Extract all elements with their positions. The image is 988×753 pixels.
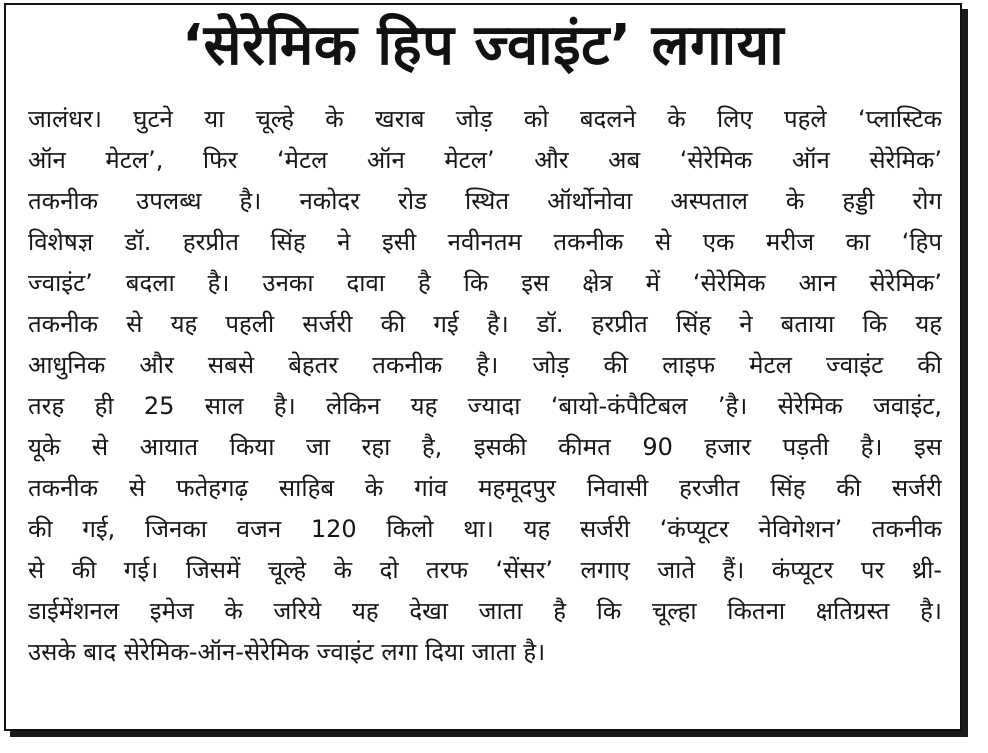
body-line: ऑन मेटल’, फिर ‘मेटल ऑन मेटल’ और अब ‘सेरेमिक ऑन सेरेमिक’	[28, 146, 942, 174]
newspaper-clipping	[4, 3, 962, 731]
body-line: यूके से आयात किया जा रहा है, इसकी कीमत 90 हजार पड़ती है। इस	[28, 433, 942, 461]
body-line: ज्वाइंट’ बदला है। उनका दावा है कि इस क्षेत्र में ‘सेरेमिक आन सेरेमिक’	[28, 269, 942, 297]
body-line: की गई, जिनका वजन 120 किलो था। यह सर्जरी ‘कंप्यूटर नेविगेशन’ तकनीक	[28, 515, 942, 543]
body-line: उसके बाद सेरेमिक-ऑन-सेरेमिक ज्वाइंट लगा दिया जाता है।	[28, 638, 546, 666]
body-line: विशेषज्ञ डॉ. हरप्रीत सिंह ने इसी नवीनतम तकनीक से एक मरीज का ‘हिप	[28, 228, 942, 256]
body-line: आधुनिक और सबसे बेहतर तकनीक है। जोड़ की लाइफ मेटल ज्वाइंट की	[28, 351, 942, 379]
body-line: डाईमेंशनल इमेज के जरिये यह देखा जाता है कि चूल्हा कितना क्षतिग्रस्त है।	[28, 597, 942, 625]
body-line: तकनीक से यह पहली सर्जरी की गई है। डॉ. हरप्रीत सिंह ने बताया कि यह	[28, 310, 942, 338]
body-line: तकनीक से फतेहगढ़ साहिब के गांव महमूदपुर निवासी हरजीत सिंह की सर्जरी	[28, 474, 942, 502]
body-line: तकनीक उपलब्ध है। नकोदर रोड स्थित ऑर्थोनोवा अस्पताल के हड्डी रोग	[28, 187, 942, 215]
body-line: जालंधर। घुटने या चूल्हे के खराब जोड़ को बदलने के लिए पहले ‘प्लास्टिक	[28, 105, 942, 133]
body-line: तरह ही 25 साल है। लेकिन यह ज्यादा ‘बायो-कंपैटिबल ’है। सेरेमिक जवाइंट,	[28, 392, 942, 420]
headline: ‘सेरेमिक हिप ज्वाइंट’ लगाया	[181, 13, 785, 78]
article-body	[28, 99, 942, 673]
body-line: से की गई। जिसमें चूल्हे के दो तरफ ‘सेंसर’ लगाए जाते हैं। कंप्यूटर पर थ्री-	[28, 556, 942, 584]
